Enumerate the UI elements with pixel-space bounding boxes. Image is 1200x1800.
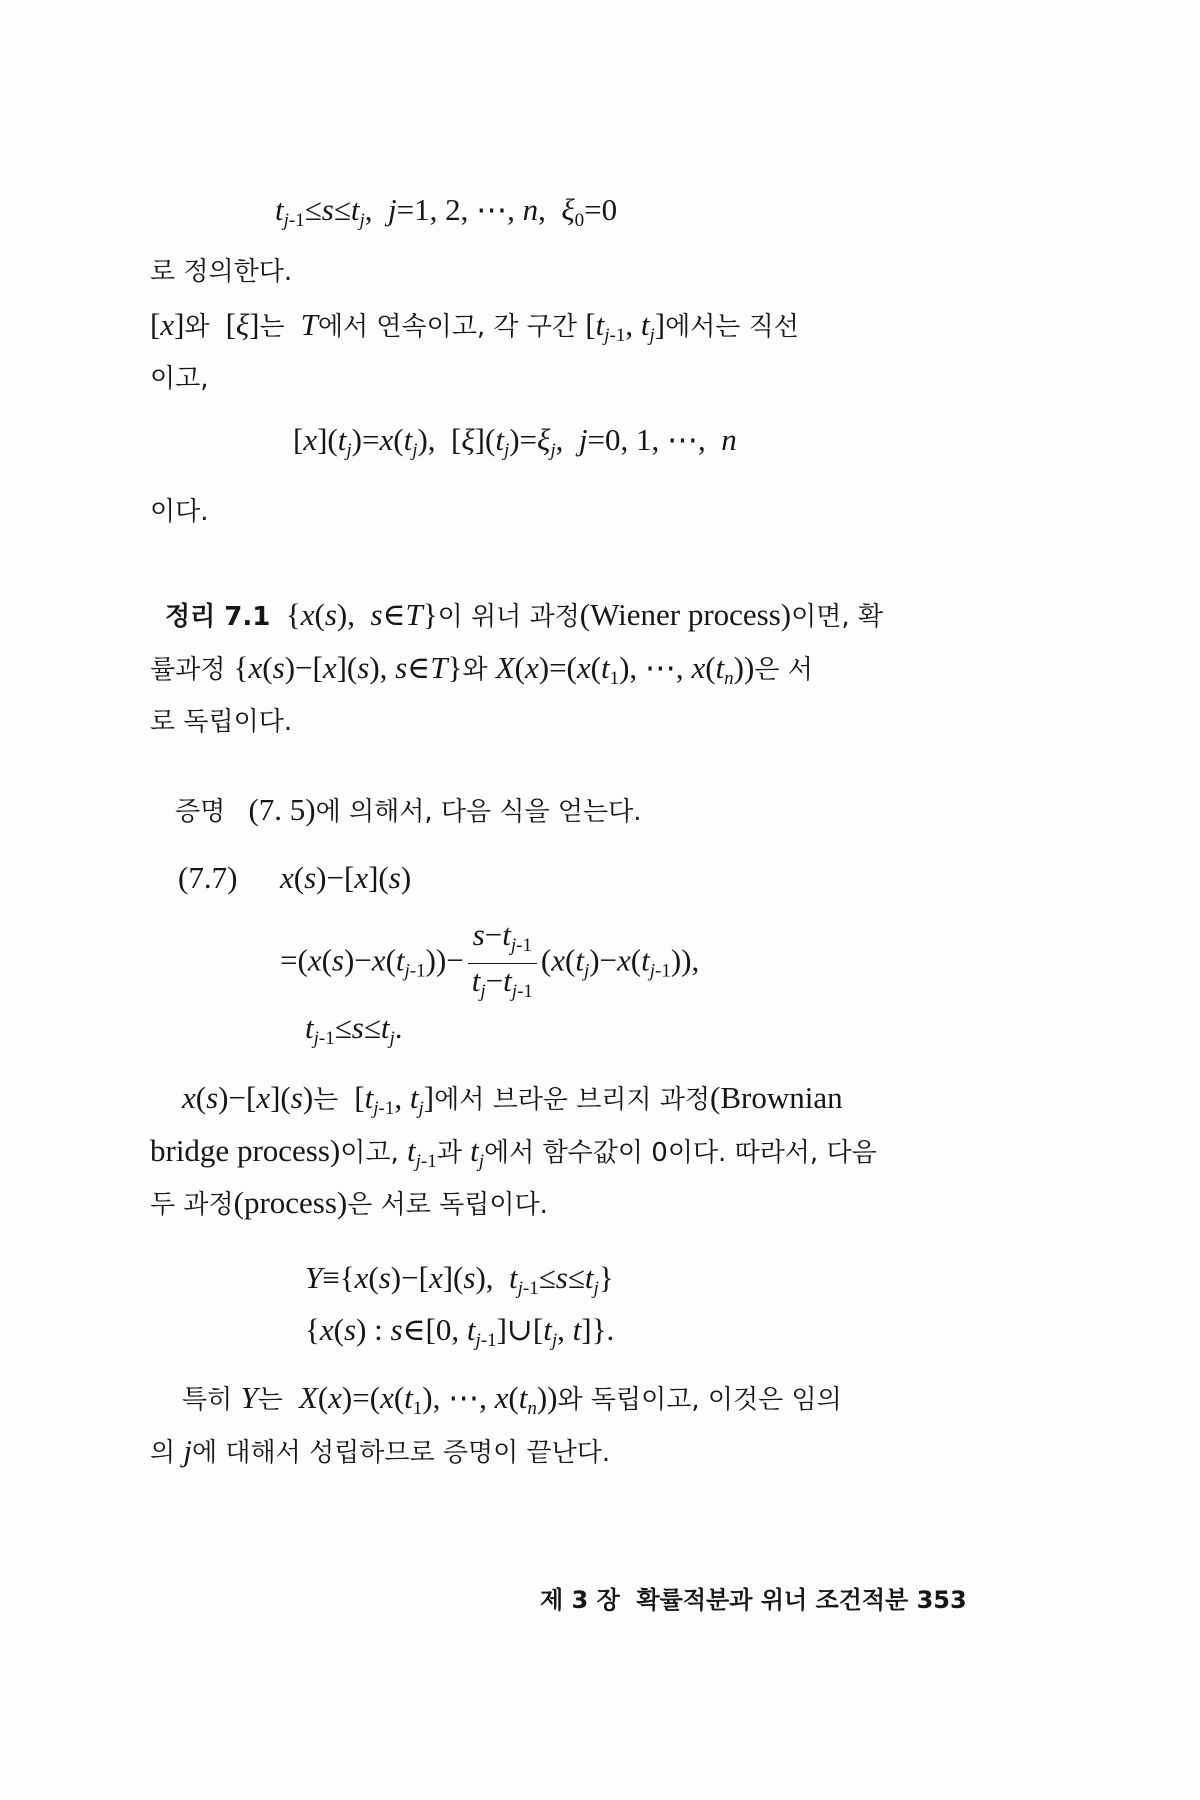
fraction: $\frac{s-t_j-1}{t_j-t_j-1}$ [468, 918, 537, 1009]
equation-interval-def: $t_j-1\le s\le t_j$, j=1, 2, ⋯, n, ξ0=0 [275, 192, 618, 231]
equation-complement-set: {x(s) : s∈[0, $t_j-1]\cup[t_j$, t]}. [305, 1312, 615, 1351]
proof-label: 증명 [175, 797, 226, 827]
footer-chapter: 제 3 장 [540, 1586, 620, 1614]
equation-7-7-rhs: $=(x(s)-x(t_j-1))-$ $\frac{s-t_j-1}{t_j-t_j-1}$ $(x(t_j)-x(t_j-1))$, [280, 918, 699, 994]
proof-intro: 증명 (7. 5)에 의해서, 다음 식을 얻는다. [175, 792, 642, 827]
page-number: 353 [916, 1586, 967, 1614]
page-footer [540, 1580, 967, 1615]
equation-7-7-lhs: x(s)−[x](s) [280, 860, 412, 895]
text-two-processes: 두 과정(process)은 서로 독립이다. [150, 1185, 548, 1220]
theorem-label: 정리 7.1 [165, 602, 271, 632]
theorem-statement-cont: 률과정 {x(s)−[x](s), s∈T}와 X(x)=(x(t1), ⋯, $x(t_n)$)은 서 [150, 650, 813, 689]
footer-title: 확률적분과 위너 조건적분 [636, 1586, 909, 1614]
equation-7-7-label: (7.7) [178, 860, 238, 895]
text-defined [150, 250, 292, 292]
equation-7-7-range: $t_j-1\le s\le t_j$. [305, 1010, 403, 1049]
text-defined-label: 로 정의한다. [150, 257, 293, 287]
text-is: 이다. [150, 497, 209, 527]
equation-polygon-values: $[x](t_j)=x(t_j)$, $[\xi](t_j)=\xi_j$, j=0, 1, ⋯, n [293, 422, 737, 461]
theorem-statement: 정리 7.1 {x(s), s∈T}이 위너 과정(Wiener process)이면, 확 [165, 597, 884, 632]
text-continuity: [x]와 [ξ]는 T에서 연속이고, 각 구간 [$t_j-1$, $t_j$]에서는 직선 [150, 307, 799, 346]
text-conclusion-end: 의 j에 대해서 성립하므로 증명이 끝난다. [150, 1433, 611, 1468]
text-brownian-bridge: x(s)−[x](s)는 [$t_j-1$, $t_j$]에서 브라운 브리지 과정(Brownian [182, 1080, 843, 1119]
theorem-statement-end: 로 독립이다. [150, 707, 293, 737]
text-continuity-cont: 이고, [150, 364, 209, 394]
equation-y-def: Y≡{x(s)−[x](s), $t_j-1\le s\le t_j$} [305, 1260, 614, 1299]
text-brownian-bridge-cont: bridge process)이고, $t_j-1$과 $t_j$에서 함수값이 0이다. 따라서, 다음 [150, 1133, 877, 1172]
text-conclusion: 특히 Y는 X(x)=(x(t1), ⋯, $x(t_n)$)와 독립이고, 이것은 임의 [182, 1380, 842, 1419]
